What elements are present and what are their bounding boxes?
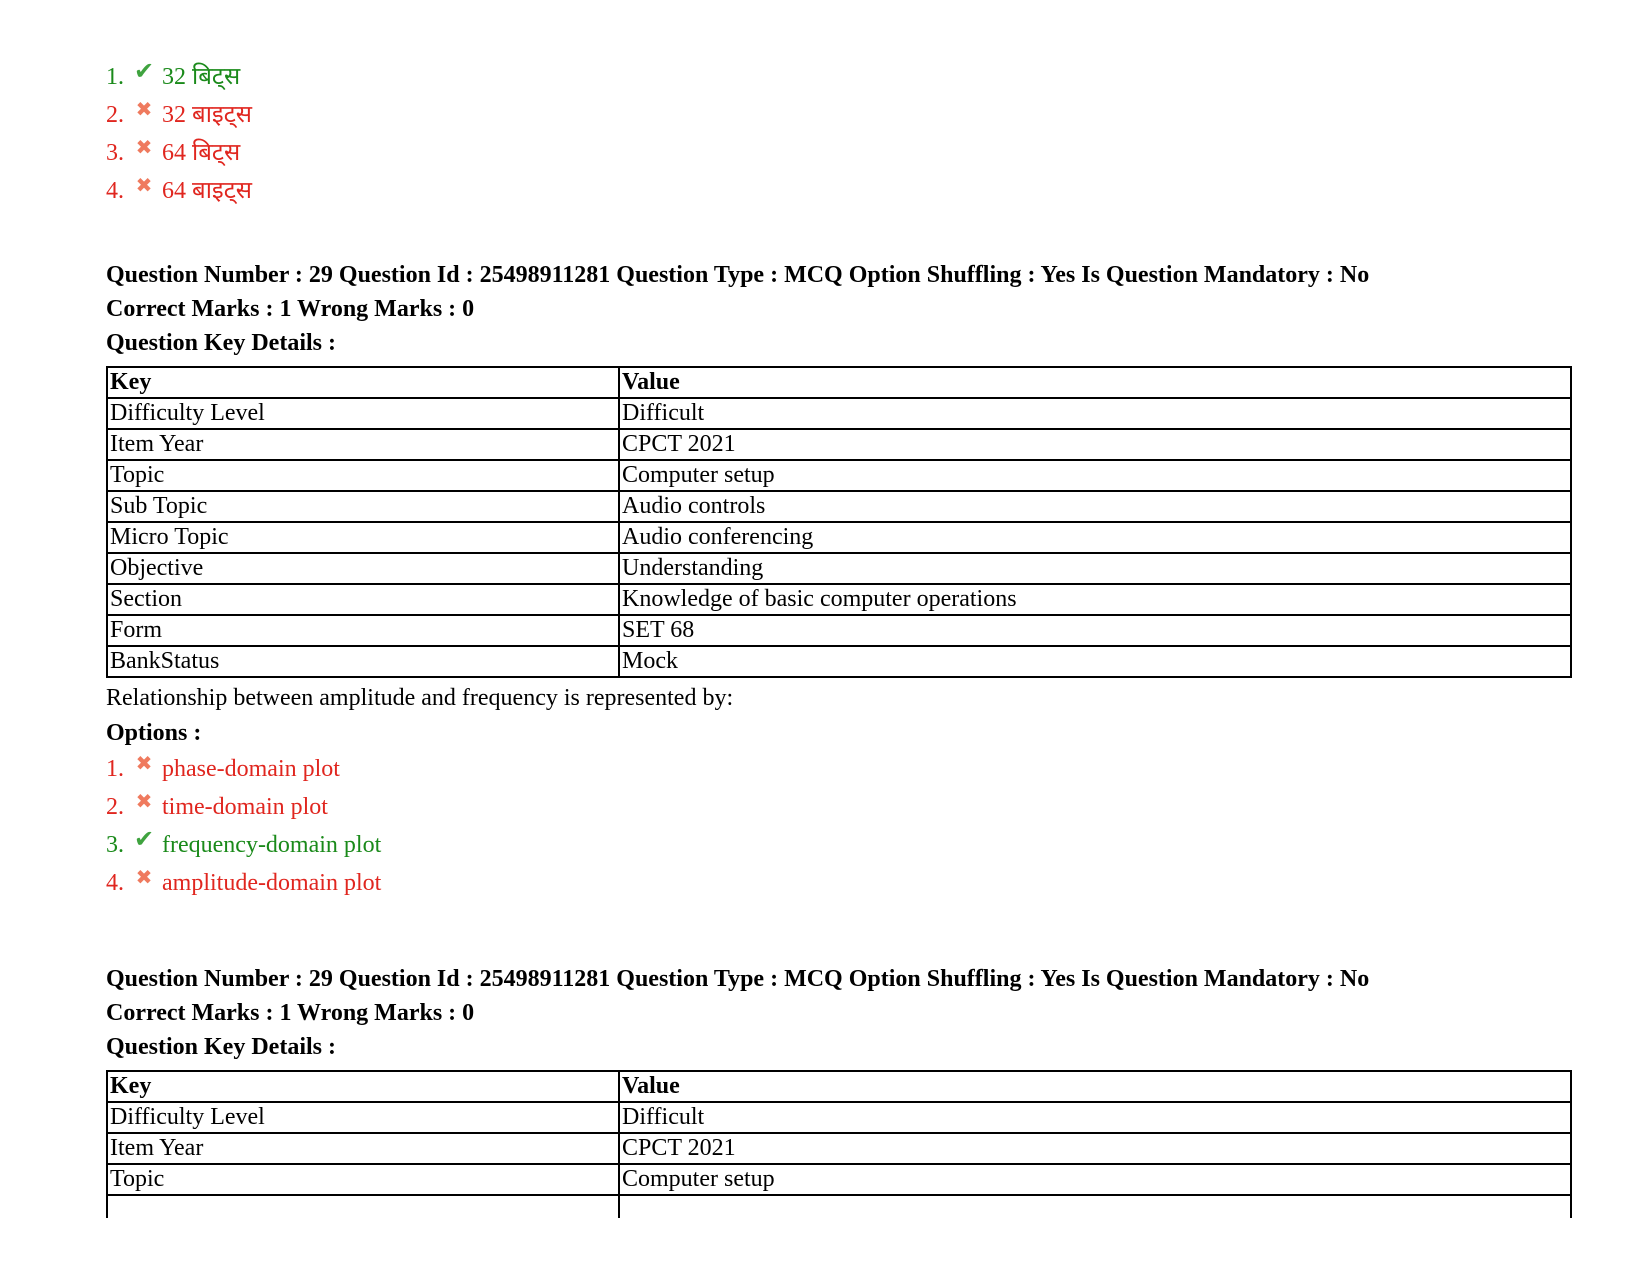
column-header-value: Value xyxy=(619,367,1571,398)
question-block xyxy=(106,962,1572,1218)
row-key: Difficulty Level xyxy=(107,398,619,429)
option-number: 4. xyxy=(106,178,124,204)
option-text: time-domain plot xyxy=(162,794,328,820)
option-item xyxy=(106,864,1572,902)
option-number: 2. xyxy=(106,102,124,128)
options-list xyxy=(106,750,1572,902)
row-key: Sub Topic xyxy=(107,491,619,522)
option-item xyxy=(106,172,253,210)
row-key: Item Year xyxy=(107,429,619,460)
table-header-row xyxy=(107,1071,1571,1102)
option-number: 2. xyxy=(106,794,124,820)
option-item xyxy=(106,826,1572,864)
table-row xyxy=(107,522,1571,553)
table-row xyxy=(107,398,1571,429)
row-value: CPCT 2021 xyxy=(619,429,1571,460)
row-key: Item Year xyxy=(107,1133,619,1164)
row-key: Form xyxy=(107,615,619,646)
question-header: Question Number : 29 Question Id : 25498911281 Question Type : MCQ Option Shuffling : Yes Is Question Mandatory : No xyxy=(106,966,1370,992)
option-number: 3. xyxy=(106,832,124,858)
previous-options-block xyxy=(106,57,253,210)
row-key: Section xyxy=(107,584,619,615)
option-text: 64 बाइट्स xyxy=(162,178,253,204)
question-block xyxy=(106,258,1572,902)
row-key: BankStatus xyxy=(107,646,619,677)
option-text: 64 बिट्स xyxy=(162,140,241,166)
cross-icon: ✖ xyxy=(135,173,153,197)
previous-options-list xyxy=(106,57,253,210)
table-row xyxy=(107,1133,1571,1164)
row-value: Difficult xyxy=(619,1102,1571,1133)
cross-icon: ✖ xyxy=(135,865,153,889)
option-number: 3. xyxy=(106,140,124,166)
option-text: 32 बाइट्स xyxy=(162,102,253,128)
key-details-table xyxy=(106,1070,1572,1218)
option-item xyxy=(106,788,1572,826)
table-row xyxy=(107,1102,1571,1133)
cross-icon: ✖ xyxy=(135,751,153,775)
option-item xyxy=(106,57,241,96)
option-text: phase-domain plot xyxy=(162,756,340,782)
row-key xyxy=(107,1195,619,1218)
row-value: Mock xyxy=(619,646,1571,677)
options-label: Options : xyxy=(106,720,202,746)
row-value: Difficult xyxy=(619,398,1571,429)
option-text: frequency-domain plot xyxy=(162,832,382,858)
row-value: Computer setup xyxy=(619,460,1571,491)
option-item xyxy=(106,134,241,172)
row-value: Audio controls xyxy=(619,491,1571,522)
row-value: Computer setup xyxy=(619,1164,1571,1195)
cross-icon: ✖ xyxy=(135,97,153,121)
table-row xyxy=(107,460,1571,491)
key-details-label: Question Key Details : xyxy=(106,330,336,356)
row-value: SET 68 xyxy=(619,615,1571,646)
key-details-table xyxy=(106,366,1572,678)
question-text: Relationship between amplitude and frequency is represented by: xyxy=(106,685,734,711)
check-icon: ✔ xyxy=(133,57,155,85)
row-value: Knowledge of basic computer operations xyxy=(619,584,1571,615)
table-row xyxy=(107,429,1571,460)
table-row xyxy=(107,615,1571,646)
row-value: CPCT 2021 xyxy=(619,1133,1571,1164)
table-row xyxy=(107,584,1571,615)
option-item xyxy=(106,96,253,134)
option-item xyxy=(106,750,1572,788)
check-icon: ✔ xyxy=(133,825,155,853)
table-clip xyxy=(106,1064,1572,1218)
row-key: Topic xyxy=(107,1164,619,1195)
option-number: 1. xyxy=(106,64,124,90)
key-details-label: Question Key Details : xyxy=(106,1034,336,1060)
table-row xyxy=(107,553,1571,584)
column-header-value: Value xyxy=(619,1071,1571,1102)
row-value: Understanding xyxy=(619,553,1571,584)
cross-icon: ✖ xyxy=(135,789,153,813)
row-value xyxy=(619,1195,1571,1218)
table-row xyxy=(107,1164,1571,1195)
marks-line: Correct Marks : 1 Wrong Marks : 0 xyxy=(106,1000,475,1026)
table-header-row xyxy=(107,367,1571,398)
column-header-key: Key xyxy=(107,1071,619,1102)
table-row xyxy=(107,646,1571,677)
marks-line: Correct Marks : 1 Wrong Marks : 0 xyxy=(106,296,475,322)
row-value: Audio conferencing xyxy=(619,522,1571,553)
table-row xyxy=(107,491,1571,522)
option-number: 1. xyxy=(106,756,124,782)
row-key: Topic xyxy=(107,460,619,491)
table-row xyxy=(107,1195,1571,1218)
cross-icon: ✖ xyxy=(135,135,153,159)
option-number: 4. xyxy=(106,870,124,896)
row-key: Objective xyxy=(107,553,619,584)
row-key: Difficulty Level xyxy=(107,1102,619,1133)
question-header: Question Number : 29 Question Id : 25498911281 Question Type : MCQ Option Shuffling : Yes Is Question Mandatory : No xyxy=(106,262,1370,288)
option-text: amplitude-domain plot xyxy=(162,870,382,896)
option-text: 32 बिट्स xyxy=(162,64,241,90)
column-header-key: Key xyxy=(107,367,619,398)
row-key: Micro Topic xyxy=(107,522,619,553)
